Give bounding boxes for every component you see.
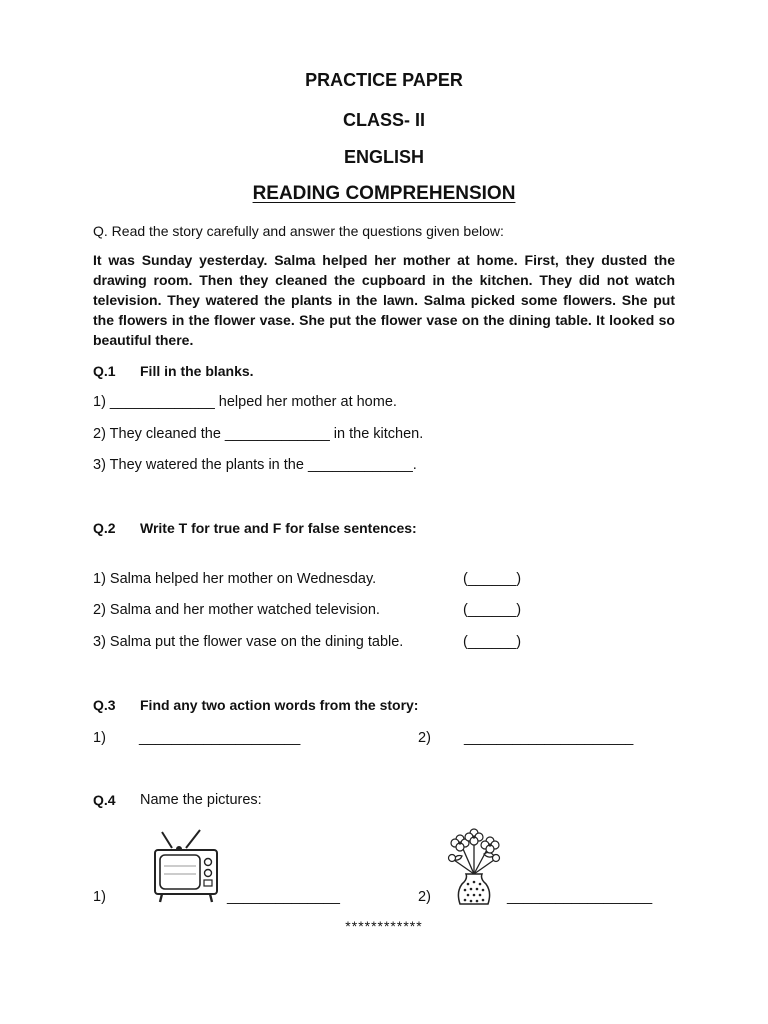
footer-stars: ************ <box>345 918 423 934</box>
q3-item-1-number: 1) <box>93 730 106 746</box>
section-heading <box>0 183 768 205</box>
q4-item-1-number: 1) <box>93 889 106 905</box>
q1-item-2: 2) They cleaned the _____________ in the kitchen. <box>93 426 424 442</box>
q3-title: Find any two action words from the story: <box>140 697 419 713</box>
section-heading-text: READING COMPREHENSION <box>252 183 516 204</box>
q2-item-3: 3) Salma put the flower vase on the dining table. <box>93 634 404 650</box>
q4-item-2-number: 2) <box>418 889 431 905</box>
story-paragraph: It was Sunday yesterday. Salma helped her mother at home. First, they dusted the drawing room. Then they cleaned the cupboard in the kitchen. They did not watch television. They watered the plants in the lawn. Salma picked some flowers. She put the flowers in the flower vase. She put the flower vase on the dining table. It looked so beautiful there. <box>93 252 675 348</box>
instruction-text: Q. Read the story carefully and answer the questions given below: <box>93 223 504 239</box>
subject-heading: ENGLISH <box>343 147 424 167</box>
q2-title: Write T for true and F for false sentences: <box>140 520 417 536</box>
q3-number: Q.3 <box>93 697 116 713</box>
q2-number: Q.2 <box>93 520 116 536</box>
q4-number: Q.4 <box>93 792 116 808</box>
q2-answer-blank-1: (______) <box>463 571 522 587</box>
flower-vase-icon <box>440 826 508 910</box>
q3-item-2-number: 2) <box>418 730 431 746</box>
q1-title: Fill in the blanks. <box>140 363 254 379</box>
q3-item-1-blank: ____________________ <box>139 730 301 746</box>
q3-item-2-blank: _____________________ <box>464 730 634 746</box>
television-icon <box>140 826 226 906</box>
q4-item-2-blank: __________________ <box>507 889 653 905</box>
paper-title: PRACTICE PAPER <box>305 70 463 90</box>
q2-answer-blank-2: (______) <box>463 602 522 618</box>
q1-item-3: 3) They watered the plants in the _____________. <box>93 457 417 473</box>
q2-item-1: 1) Salma helped her mother on Wednesday. <box>93 571 377 587</box>
q4-title: Name the pictures: <box>140 792 262 808</box>
q4-item-1-blank: ______________ <box>227 889 340 905</box>
q2-answer-blank-3: (______) <box>463 634 522 650</box>
q1-number: Q.1 <box>93 363 116 379</box>
q2-item-2: 2) Salma and her mother watched television. <box>93 602 380 618</box>
class-heading: CLASS- II <box>342 110 425 130</box>
q1-item-1: 1) _____________ helped her mother at home. <box>93 394 397 410</box>
